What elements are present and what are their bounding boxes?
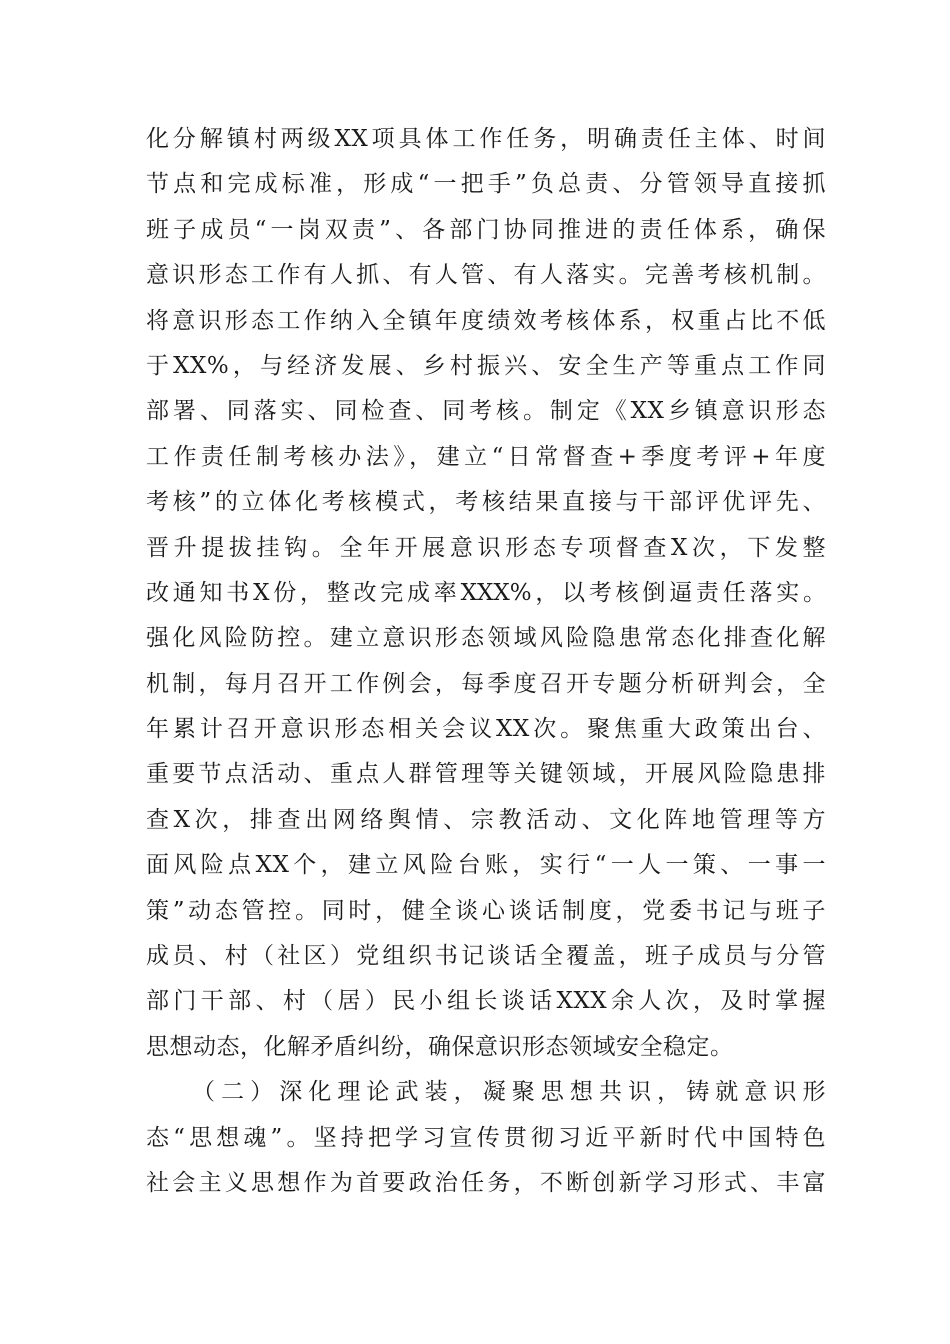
text-line: 社会主义思想作为首要政治任务，不断创新学习形式、丰富	[146, 1169, 826, 1196]
text-line: 部署、同落实、同检查、同考核。制定《XX乡镇意识形态	[146, 398, 826, 425]
text-line: 机制，每月召开工作例会，每季度召开专题分析研判会，全	[146, 670, 826, 697]
text-line: 年累计召开意识形态相关会议XX次。聚焦重大政策出台、	[146, 716, 826, 743]
text-line: 成员、村（社区）党组织书记谈话全覆盖，班子成员与分管	[146, 943, 826, 970]
section-heading-line: （二）深化理论武装，凝聚思想共识，铸就意识形	[192, 1079, 826, 1106]
text-line: 节点和完成标准，形成“一把手”负总责、分管领导直接抓	[146, 171, 826, 198]
text-line: 思想动态，化解矛盾纠纷，确保意识形态领域安全稳定。	[146, 1033, 734, 1060]
body-text	[146, 117, 826, 1206]
text-line: 化分解镇村两级XX项具体工作任务，明确责任主体、时间	[146, 126, 826, 152]
text-line: 部门干部、村（居）民小组长谈话XXX余人次，及时掌握	[146, 988, 826, 1015]
text-line: 于XX%，与经济发展、乡村振兴、安全生产等重点工作同	[146, 352, 826, 379]
text-line: 考核”的立体化考核模式，考核结果直接与干部评优评先、	[146, 489, 826, 516]
text-line: 将意识形态工作纳入全镇年度绩效考核体系，权重占比不低	[146, 307, 826, 334]
text-line: 重要节点活动、重点人群管理等关键领域，开展风险隐患排	[146, 761, 826, 788]
text-line: 改通知书X份，整改完成率XXX%，以考核倒逼责任落实。	[146, 579, 826, 606]
text-line: 班子成员“一岗双责”、各部门协同推进的责任体系，确保	[146, 216, 826, 243]
text-line: 查X次，排查出网络舆情、宗教活动、文化阵地管理等方	[146, 806, 826, 833]
text-line: 工作责任制考核办法》，建立“日常督查+季度考评+年度	[146, 443, 826, 470]
text-line: 面风险点XX个，建立风险台账，实行“一人一策、一事一	[146, 852, 826, 879]
text-line: 策”动态管控。同时，健全谈心谈话制度，党委书记与班子	[146, 897, 826, 924]
text-line: 意识形态工作有人抓、有人管、有人落实。完善考核机制。	[146, 262, 826, 289]
text-line: 态“思想魂”。坚持把学习宣传贯彻习近平新时代中国特色	[146, 1124, 826, 1151]
text-line: 强化风险防控。建立意识形态领域风险隐患常态化排查化解	[146, 625, 826, 652]
text-line: 晋升提拔挂钩。全年开展意识形态专项督查X次，下发整	[146, 534, 826, 561]
